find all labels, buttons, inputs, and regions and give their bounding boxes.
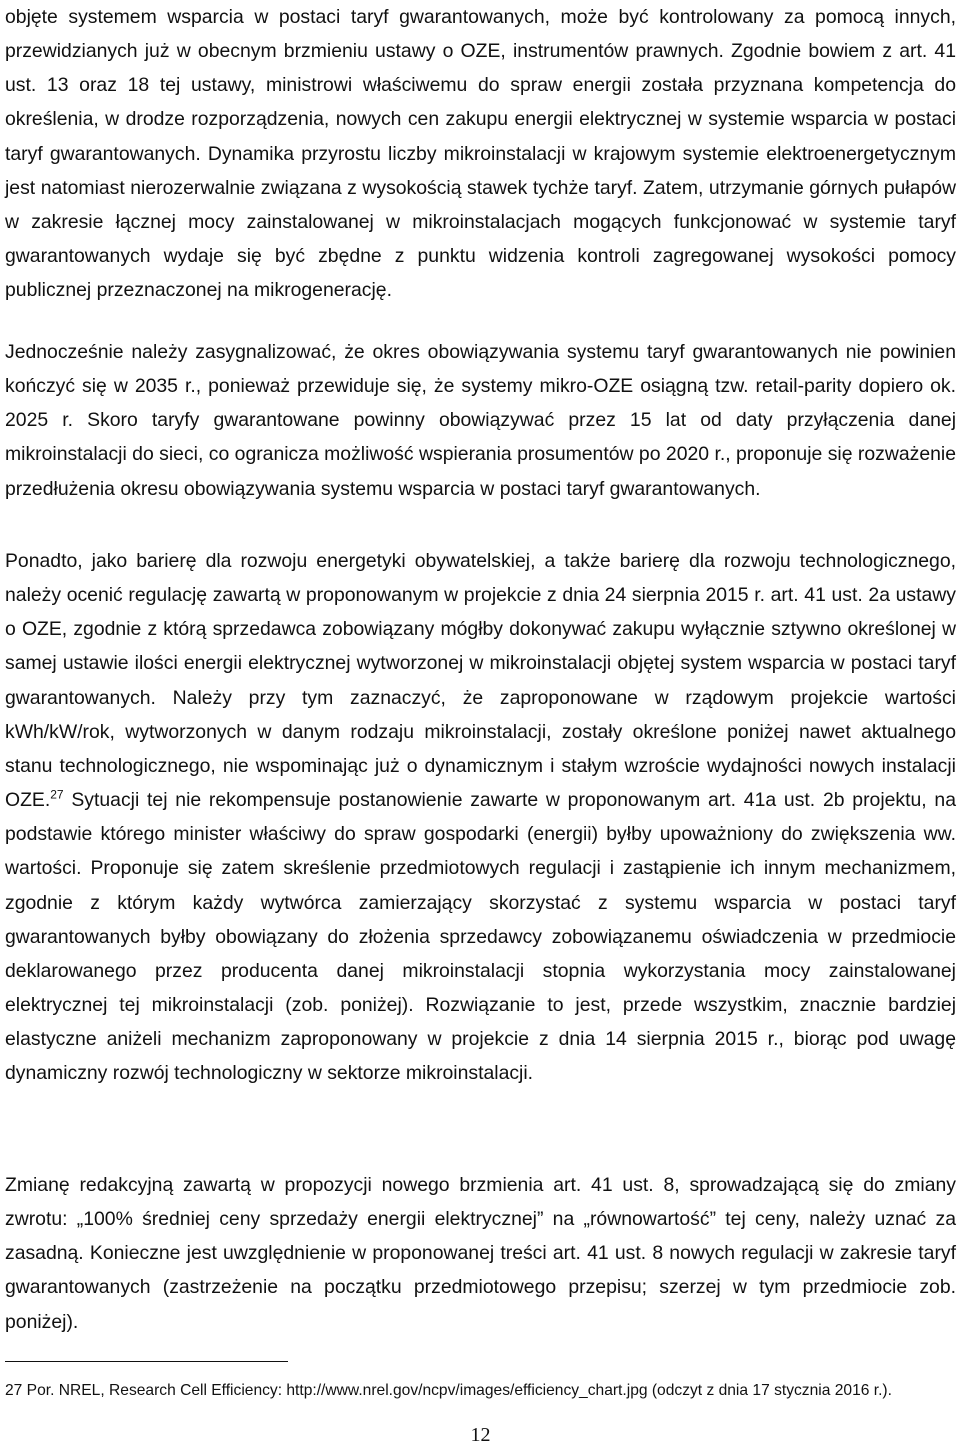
footnote-reference: 27 xyxy=(50,787,64,802)
paragraph-4: Zmianę redakcyjną zawartą w propozycji nowego brzmienia art. 41 ust. 8, sprowadzającą się do zmiany zwrotu: „100% średniej ceny sprzedaży energii elektrycznej” na „równowartość” tej ceny, należy uznać za zasadną. Konieczne jest uwzględnienie w proponowanej treści art. 41 ust. 8 nowych regulacji w zakresie taryf gwarantowanych (zastrzeżenie na początku przedmiotowego przepisu; szerzej w tym przedmiocie zob. poniżej). xyxy=(5,1174,956,1333)
footnote: 27 Por. NREL, Research Cell Efficiency: http://www.nrel.gov/ncpv/images/efficiency_chart.jpg (odczyt z dnia 17 stycznia 2016 r.). xyxy=(5,1382,892,1399)
paragraph-3-text-after: Sytuacji tej nie rekompensuje postanowienie zawarte w proponowanym art. 41a ust. 2b projektu, na podstawie którego minister właściwy do spraw gospodarki (energii) byłby upoważniony do zwiększenia ww. wartości. Proponuje się zatem skreślenie przedmiotowych regulacji i zastąpienie ich innym mechanizmem, zgodnie z którym każdy wytwórca zamierzający skorzystać z systemu wsparcia w postaci taryf gwarantowanych byłby obowiązany do złożenia sprzedawcy zobowiązanemu oświadczenia w przedmiocie deklarowanego przez producenta danej mikroinstalacji stopnia wykorzystania mocy zainstalowanej elektrycznej tej mikroinstalacji (zob. poniżej). Rozwiązanie to jest, przede wszystkim, znacznie bardziej elastyczne aniżeli mechanizm zaproponowany w projekcie z dnia 14 sierpnia 2015 r., biorąc pod uwagę dynamiczny rozwój technologiczny w sektorze mikroinstalacji. xyxy=(5,789,956,1085)
paragraph-1: objęte systemem wsparcia w postaci taryf gwarantowanych, może być kontrolowany za pomocą innych, przewidzianych już w obecnym brzmieniu ustawy o OZE, instrumentów prawnych. Zgodnie bowiem z art. 41 ust. 13 oraz 18 tej ustawy, ministrowi właściwemu do spraw energii została przyznana kompetencja do określenia, w drodze rozporządzenia, nowych cen zakupu energii elektrycznej w systemie wsparcia w postaci taryf gwarantowanych. Dynamika przyrostu liczby mikroinstalacji w krajowym systemie elektroenergetycznym jest natomiast nierozerwalnie związana z wysokością stawek tychże taryf. Zatem, utrzymanie górnych pułapów w zakresie łącznej mocy zainstalowanej w mikroinstalacjach mogących funkcjonować w systemie taryf gwarantowanych wydaje się być zbędne z punktu widzenia kontroli zagregowanej wysokości pomocy publicznej przeznaczonej na mikrogenerację. xyxy=(5,6,956,302)
paragraph-2: Jednocześnie należy zasygnalizować, że okres obowiązywania systemu taryf gwarantowanych nie powinien kończyć się w 2035 r., ponieważ przewiduje się, że systemy mikro-OZE osiągną tzw. retail-parity dopiero ok. 2025 r. Skoro taryfy gwarantowane powinny obowiązywać przez 15 lat od daty przyłączenia danej mikroinstalacji do sieci, co ogranicza możliwość wspierania prosumentów po 2020 r., proponuje się rozważenie przedłużenia okresu obowiązywania systemu wsparcia w postaci taryf gwarantowanych. xyxy=(5,341,956,500)
footnote-separator xyxy=(5,1361,288,1362)
page-number: 12 xyxy=(470,1424,491,1446)
paragraph-3-text-before: Ponadto, jako barierę dla rozwoju energetyki obywatelskiej, a także barierę dla rozwoju technologicznego, należy ocenić regulację zawartą w proponowanym w projekcie z dnia 24 sierpnia 2015 r. art. 41 ust. 2a ustawy o OZE, zgodnie z którą sprzedawca zobowiązany mógłby dokonywać zakupu wyłącznie sztywno określonej w samej ustawie ilości energii elektrycznej wytworzonej w mikroinstalacji objętej system wsparcia w postaci taryf gwarantowanych. Należy przy tym zaznaczyć, że zaproponowane w rządowym projekcie wartości kWh/kW/rok, wytworzonych w danym rodzaju mikroinstalacji, zostały określone poniżej nawet aktualnego stanu technologicznego, nie wspominając już o dynamicznym i stałym wzroście wydajności nowych instalacji OZE. xyxy=(5,550,956,812)
paragraph-3 xyxy=(5,544,956,1091)
